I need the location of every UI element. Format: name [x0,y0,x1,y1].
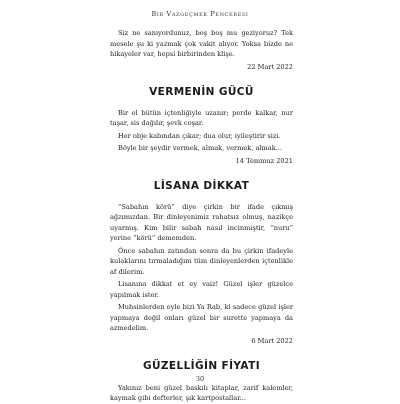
page-number: 30 [195,375,205,383]
section-guzelligin-fiyati [110,383,293,404]
paragraph: Yakınız beni güzel baskılı kitaplar, zarif kalemler, kaymak gibi defterler, şık kartpostallar... [110,383,293,402]
paragraph: Siz ne sanıyordunuz, boş boş mu geziyoruz? Tek mesele şu ki yazmak çok vakit alıyor. Yoksa bizde ne hikayeler var, hepsi birbirinden klişe. [110,29,293,58]
section-title-lisana-dikkat: LİSANA DİKKAT [153,179,250,192]
section-date: 22 Mart 2022 [247,62,293,71]
paragraph: Muhsinlerden eyle bizi Ya Rab, ki sadece güzel işler yapmaya değil onları güzel bir surette yapmaya da azmedelim. [110,303,293,332]
section-vermenin-gucu [110,108,293,166]
paragraph: “Sabahın körü” diye çirkin bir ifade çıkmış ağzımızdan. Bir dinleyenimiz rahatsız olmuş, nazikçe uyarmış. Kim bilir sabah nasıl incinmiştir, “nuru” yerine “körü” dememden. [110,202,293,242]
section-date: 6 Mart 2022 [251,336,293,345]
running-head: Bir Vazgeçmek Penceresi [151,10,249,18]
paragraph: Her obje kabından çıkar; dua olur, iyileştirir sizi. [118,131,281,140]
page-content [110,28,293,404]
section-lisana-dikkat [110,202,293,346]
paragraph: Lisanına dikkat et ey vaiz! Güzel işler güzelce yapılmak ister. [110,280,293,299]
paragraph: Bir el bütün içtenliğiyle uzanır; perde kalkar, nur taşar, sis dağılır, şevk coşar. [110,108,293,127]
paragraph: Önce sabahın zatından sonra da bu çirkin ifadeyle kulaklarını tırmaladığım tüm dinleyenlerden içtenlikle af dilerim. [110,246,293,276]
section-date: 14 Temmuz 2021 [235,156,293,165]
paragraph: Böyle bir şeydir vermek, almak, vermek, almak... [118,144,282,152]
section-title-vermenin-gucu: VERMENİN GÜCÜ [149,85,254,98]
section-title-guzelligin-fiyati: GÜZELLİĞİN FİYATI [142,359,261,372]
section-intro [110,28,293,72]
